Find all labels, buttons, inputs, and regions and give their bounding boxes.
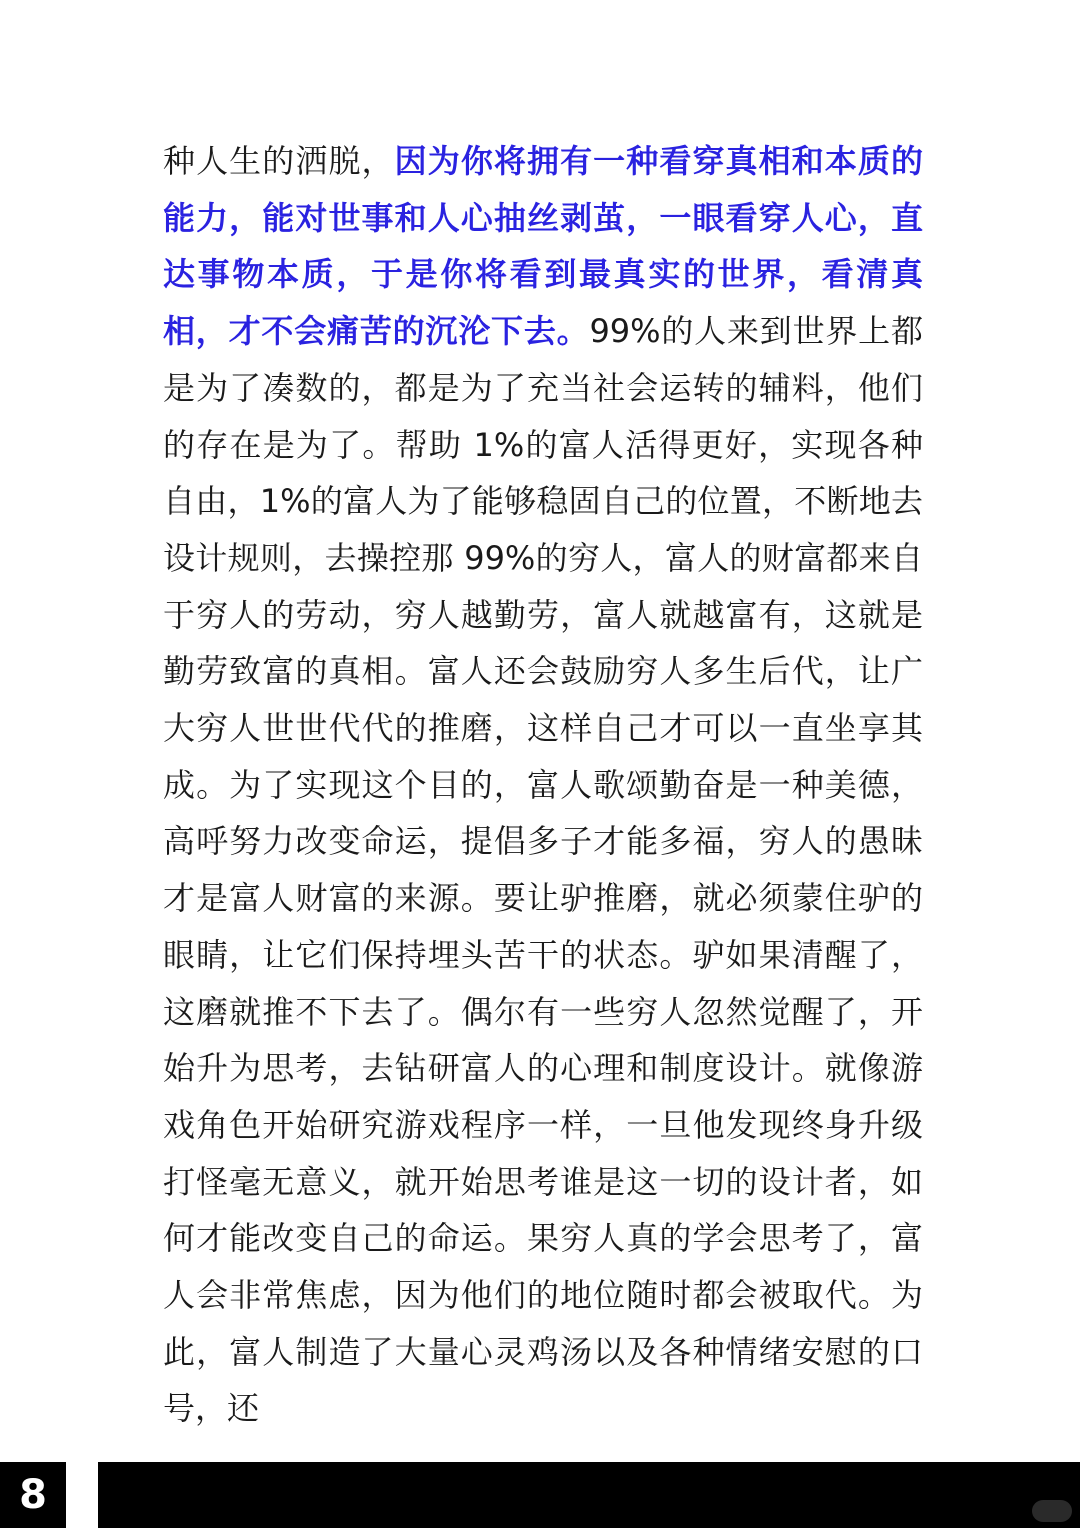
- page-number-box: [0, 1462, 66, 1528]
- text-segment-highlight: 因为你将拥有一种看穿真相和本质的能力，能对世事和人心抽丝剥茧，一眼看穿人心，直达事物本质，于是你将看到最真实的世界，看清真相，才不会痛苦的沉沦下去。: [163, 142, 923, 351]
- text-segment-plain-2: 99%的人来到世界上都是为了凑数的，都是为了充当社会运转的辅料，他们的存在是为了。帮助 1%的富人活得更好，实现各种自由，1%的富人为了能够稳固自己的位置，不断地去设计规则，去操控那 99%的穷人，富人的财富都来自于穷人的劳动，穷人越勤劳，富人就越富有，这就是勤劳致富的真相。富人还会鼓励穷人多生后代，让广大穷人世世代代的推磨，这样自己才可以一直坐享其成。为了实现这个目的，富人歌颂勤奋是一种美德，高呼努力改变命运，提倡多子才能多福，穷人的愚昧才是富人财富的来源。要让驴推磨，就必须蒙住驴的眼睛，让它们保持埋头苦干的状态。驴如果清醒了，这磨就推不下去了。偶尔有一些穷人忽然觉醒了，开始升为思考，去钻研富人的心理和制度设计。就像游戏角色开始研究游戏程序一样，一旦他发现终身升级打怪毫无意义，就开始思考谁是这一切的设计者，如何才能改变自己的命运。果穷人真的学会思考了，富人会非常焦虑，因为他们的地位随时都会被取代。为此，富人制造了大量心灵鸡汤以及各种情绪安慰的口号，还: [163, 312, 923, 1428]
- page-number: 8: [19, 1472, 47, 1518]
- watermark-icon: [1032, 1500, 1072, 1522]
- footer-bar: [98, 1462, 1080, 1528]
- text-segment-plain-1: 种人生的洒脱，: [163, 142, 395, 180]
- body-paragraph: [163, 133, 923, 1437]
